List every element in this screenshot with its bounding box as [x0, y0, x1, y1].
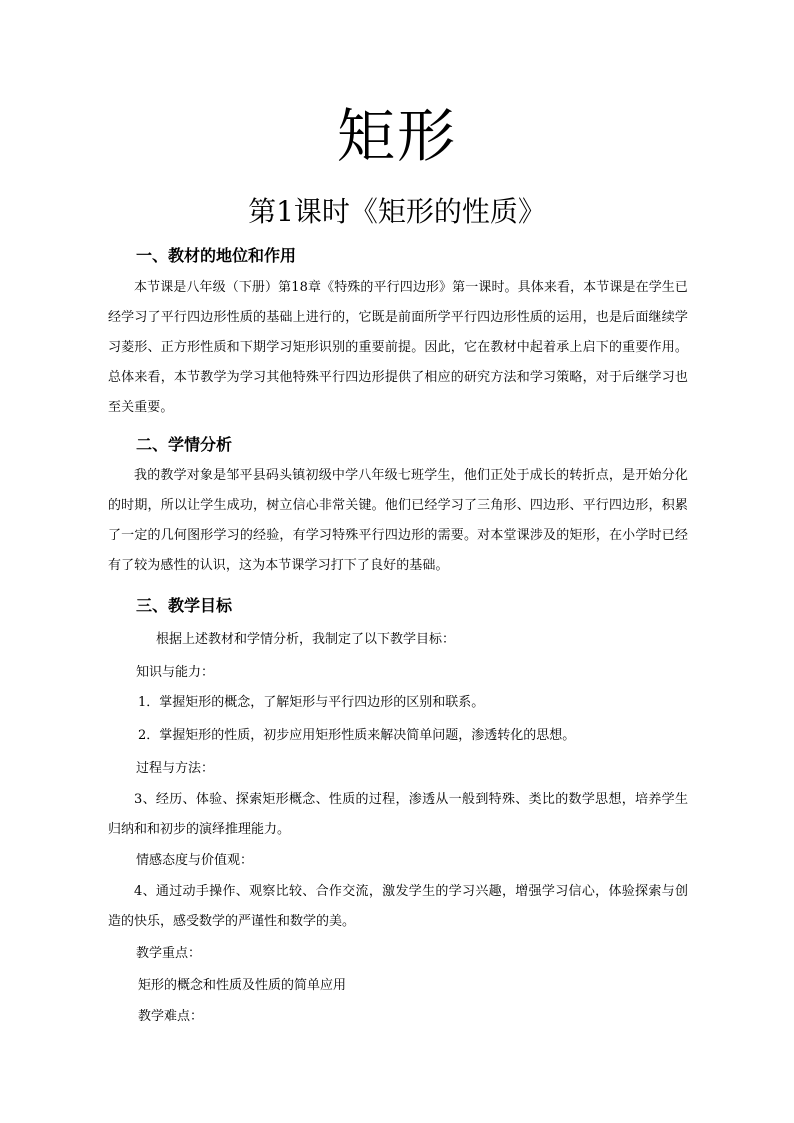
section-heading-student-analysis: 二、学情分析	[136, 435, 233, 454]
goals-intro: 根据上述教材和学情分析，我制定了以下教学目标：	[156, 632, 456, 647]
key-point-content: 矩形的概念和性质及性质的简单应用	[138, 978, 347, 993]
process-label: 过程与方法：	[136, 761, 215, 776]
lesson-subtitle: 第1课时《矩形的性质》	[248, 195, 546, 228]
key-point-label: 教学重点：	[136, 946, 202, 961]
emotion-label: 情感态度与价值观：	[136, 853, 254, 868]
goal-item-4: 4、通过动手操作、观察比较、合作交流，激发学生的学习兴趣，增强学习信心，体验探索与创造的快乐，感受数学的严谨性和数学的美。	[108, 884, 688, 929]
section-heading-teaching-goals: 三、教学目标	[136, 596, 233, 615]
goal-item-3: 3、经历、体验、探索矩形概念、性质的过程，渗透从一般到特殊、类比的数学思想，培养学生归纳和和初步的演绎推理能力。	[108, 792, 688, 837]
section-body-textbook-role: 本节课是八年级（下册）第18章《特殊的平行四边形》第一课时。具体来看，本节课是在学生已经学习了平行四边形性质的基础上进行的，它既是前面所学平行四边形性质的运用，也是后面继续学习菱形、正方形性质和下期学习矩形识别的重要前提。因此，它在教材中起着承上启下的重要作用。总体来看，本节教学为学习其他特殊平行四边形提供了相应的研究方法和学习策略，对于后继学习也至关重要。	[108, 280, 688, 415]
goal-item-2: 2．掌握矩形的性质，初步应用矩形性质来解决简单问题，渗透转化的思想。	[138, 728, 576, 743]
goal-item-1: 1．掌握矩形的概念，了解矩形与平行四边形的区别和联系。	[138, 695, 485, 710]
section-body-student-analysis: 我的教学对象是邹平县码头镇初级中学八年级七班学生，他们正处于成长的转折点，是开始分化的时期，所以让学生成功，树立信心非常关键。他们已经学习了三角形、四边形、平行四边形，积累了一定的几何图形学习的经验，有学习特殊平行四边形的需要。对本堂课涉及的矩形，在小学时已经有了较为感性的认识，这为本节课学习打下了良好的基础。	[108, 468, 688, 573]
document-title: 矩形	[336, 102, 457, 170]
section-heading-textbook-role: 一、教材的地位和作用	[136, 246, 297, 265]
difficulty-label: 教学难点：	[138, 1009, 204, 1024]
knowledge-label: 知识与能力：	[136, 665, 215, 680]
